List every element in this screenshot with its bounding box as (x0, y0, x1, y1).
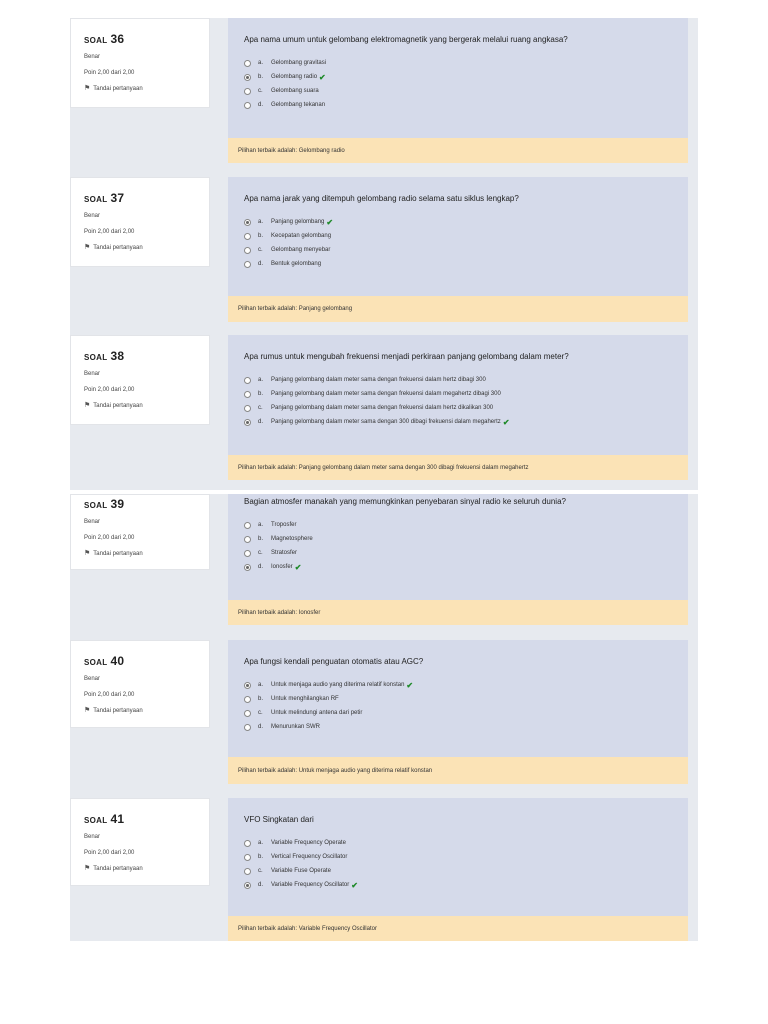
question-number: SOAL 36 (84, 32, 125, 46)
radio-button[interactable] (244, 88, 251, 95)
radio-button[interactable] (244, 854, 251, 861)
answer-option[interactable]: b. Magnetosphere (244, 532, 688, 546)
feedback-box: Pilihan terbaik adalah: Variable Frequency Oscillator (228, 916, 688, 941)
question-content (228, 494, 688, 600)
answer-option[interactable]: c. Untuk melindungi antena dari petir (244, 706, 688, 720)
radio-button-selected[interactable] (244, 419, 251, 426)
check-icon: ✔ (319, 72, 326, 82)
question-text: Apa nama umum untuk gelombang elektromagnetik yang bergerak melalui ruang angkasa? (244, 35, 568, 44)
answer-option[interactable]: a. Untuk menjaga audio yang diterima relatif konstan ✔ (244, 678, 688, 692)
question-number: SOAL 40 (84, 654, 125, 668)
flag-question-link[interactable]: ⚑ Tandai pertanyaan (84, 402, 143, 409)
question-text: Apa fungsi kendali penguatan otomatis atau AGC? (244, 657, 424, 666)
radio-button[interactable] (244, 724, 251, 731)
question-info (70, 177, 210, 267)
radio-button[interactable] (244, 261, 251, 268)
answer-options (244, 836, 688, 892)
question-text: VFO Singkatan dari (244, 815, 314, 824)
radio-button[interactable] (244, 522, 251, 529)
radio-button[interactable] (244, 840, 251, 847)
feedback-box: Pilihan terbaik adalah: Panjang gelombang dalam meter sama dengan 300 dibagi frekuensi dalam megahertz (228, 455, 688, 480)
answer-option[interactable]: d. Variable Frequency Oscillator ✔ (244, 878, 688, 892)
feedback-box: Pilihan terbaik adalah: Panjang gelombang (228, 296, 688, 322)
answer-option[interactable]: c. Gelombang menyebar (244, 243, 688, 257)
question-points: Poin 2,00 dari 2,00 (84, 70, 135, 76)
question-info (70, 18, 210, 108)
flag-question-link[interactable]: ⚑ Tandai pertanyaan (84, 707, 143, 714)
answer-options (244, 678, 688, 734)
question-points: Poin 2,00 dari 2,00 (84, 535, 135, 541)
radio-button[interactable] (244, 405, 251, 412)
answer-option[interactable]: b. Vertical Frequency Oscillator (244, 850, 688, 864)
answer-option[interactable]: d. Menurunkan SWR (244, 720, 688, 734)
question-status: Benar (84, 213, 101, 219)
feedback-box: Pilihan terbaik adalah: Ionosfer (228, 600, 688, 625)
answer-option[interactable]: a. Panjang gelombang dalam meter sama dengan frekuensi dalam hertz dibagi 300 (244, 373, 688, 387)
radio-button[interactable] (244, 391, 251, 398)
question-content (228, 177, 688, 296)
flag-icon: ⚑ (84, 865, 91, 872)
answer-option[interactable]: b. Gelombang radio ✔ (244, 70, 688, 84)
question-points: Poin 2,00 dari 2,00 (84, 387, 135, 393)
answer-option[interactable]: d. Bentuk gelombang (244, 257, 688, 271)
radio-button[interactable] (244, 60, 251, 67)
flag-question-link[interactable]: ⚑ Tandai pertanyaan (84, 244, 143, 251)
radio-button[interactable] (244, 233, 251, 240)
radio-button[interactable] (244, 377, 251, 384)
answer-option[interactable]: b. Panjang gelombang dalam meter sama dengan frekuensi dalam megahertz dibagi 300 (244, 387, 688, 401)
question-text: Apa rumus untuk mengubah frekuensi menjadi perkiraan panjang gelombang dalam meter? (244, 352, 569, 361)
flag-icon: ⚑ (84, 244, 91, 251)
question-content (228, 640, 688, 757)
radio-button-selected[interactable] (244, 882, 251, 889)
question-points: Poin 2,00 dari 2,00 (84, 229, 135, 235)
question-content (228, 18, 688, 138)
flag-icon: ⚑ (84, 550, 91, 557)
radio-button[interactable] (244, 696, 251, 703)
answer-option[interactable]: d. Ionosfer ✔ (244, 560, 688, 574)
answer-option[interactable]: c. Panjang gelombang dalam meter sama dengan frekuensi dalam hertz dikalikan 300 (244, 401, 688, 415)
answer-options (244, 373, 688, 429)
answer-options (244, 215, 688, 271)
check-icon: ✔ (294, 562, 302, 572)
flag-question-link[interactable]: ⚑ Tandai pertanyaan (84, 550, 143, 557)
check-icon: ✔ (326, 217, 334, 227)
radio-button[interactable] (244, 550, 251, 557)
answer-option[interactable]: c. Variable Fuse Operate (244, 864, 688, 878)
answer-options (244, 518, 688, 574)
question-text: Bagian atmosfer manakah yang memungkinkan penyebaran sinyal radio ke seluruh dunia? (244, 497, 566, 506)
answer-option[interactable]: a. Gelombang gravitasi (244, 56, 688, 70)
answer-option[interactable]: b. Kecepatan gelombang (244, 229, 688, 243)
radio-button[interactable] (244, 536, 251, 543)
flag-question-link[interactable]: ⚑ Tandai pertanyaan (84, 865, 143, 872)
answer-option[interactable]: d. Panjang gelombang dalam meter sama dengan 300 dibagi frekuensi dalam megahertz ✔ (244, 415, 688, 429)
question-status: Benar (84, 519, 101, 525)
question-points: Poin 2,00 dari 2,00 (84, 692, 135, 698)
question-status: Benar (84, 371, 101, 377)
flag-icon: ⚑ (84, 402, 91, 409)
question-info (70, 640, 210, 728)
flag-icon: ⚑ (84, 85, 91, 92)
answer-option[interactable]: c. Stratosfer (244, 546, 688, 560)
question-number: SOAL 37 (84, 191, 125, 205)
question-number: SOAL 39 (84, 497, 125, 511)
radio-button-selected[interactable] (244, 74, 251, 81)
check-icon: ✔ (351, 880, 358, 890)
question-status: Benar (84, 834, 101, 840)
flag-question-link[interactable]: ⚑ Tandai pertanyaan (84, 85, 143, 92)
question-content (228, 798, 688, 916)
answer-option[interactable]: a. Panjang gelombang ✔ (244, 215, 688, 229)
check-icon: ✔ (406, 680, 414, 690)
question-number: SOAL 38 (84, 349, 125, 363)
question-info (70, 335, 210, 425)
radio-button-selected[interactable] (244, 682, 251, 689)
feedback-box: Pilihan terbaik adalah: Untuk menjaga audio yang diterima relatif konstan (228, 757, 688, 784)
radio-button-selected[interactable] (244, 219, 251, 226)
answer-options (244, 56, 688, 112)
radio-button[interactable] (244, 710, 251, 717)
answer-option[interactable]: d. Gelombang tekanan (244, 98, 688, 112)
answer-option[interactable]: a. Variable Frequency Operate (244, 836, 688, 850)
radio-button-selected[interactable] (244, 564, 251, 571)
radio-button[interactable] (244, 247, 251, 254)
question-info (70, 494, 210, 570)
answer-option[interactable]: c. Gelombang suara (244, 84, 688, 98)
question-status: Benar (84, 54, 101, 60)
question-points: Poin 2,00 dari 2,00 (84, 850, 135, 856)
question-status: Benar (84, 676, 101, 682)
radio-button[interactable] (244, 868, 251, 875)
answer-option[interactable]: b. Untuk menghilangkan RF (244, 692, 688, 706)
radio-button[interactable] (244, 102, 251, 109)
check-icon: ✔ (502, 417, 510, 427)
question-number: SOAL 41 (84, 812, 125, 826)
question-info (70, 798, 210, 886)
feedback-box: Pilihan terbaik adalah: Gelombang radio (228, 138, 688, 163)
answer-option[interactable]: a. Troposfer (244, 518, 688, 532)
flag-icon: ⚑ (84, 707, 91, 714)
question-text: Apa nama jarak yang ditempuh gelombang radio selama satu siklus lengkap? (244, 194, 519, 203)
question-content (228, 335, 688, 455)
